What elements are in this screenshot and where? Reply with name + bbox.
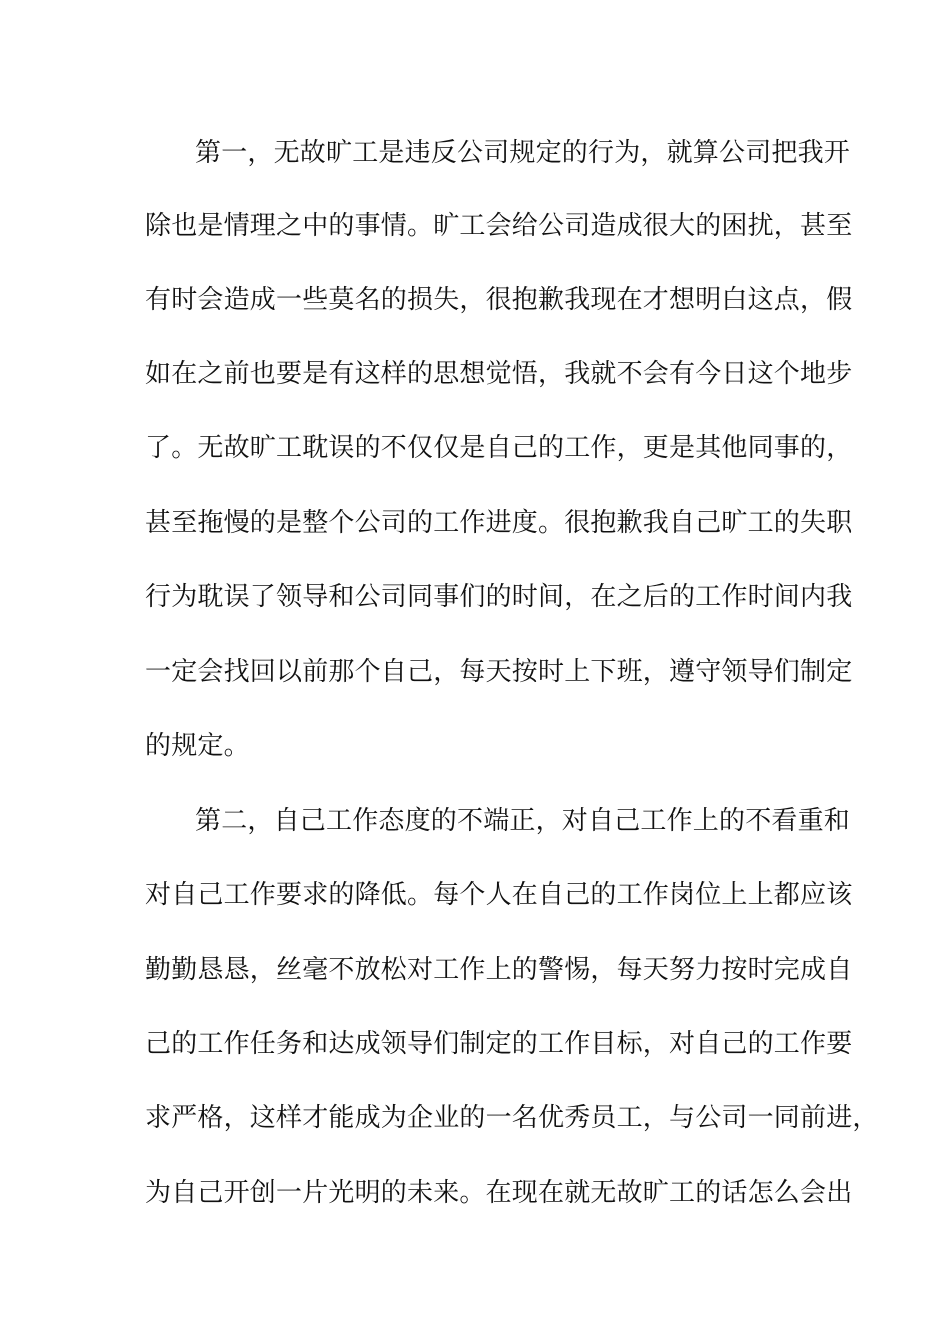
paragraph-1-line-5: 了。无故旷工耽误的不仅仅是自己的工作，更是其他同事的， bbox=[145, 433, 853, 463]
paragraph-2-line-4: 己的工作任务和达成领导们制定的工作目标，对自己的工作要 bbox=[145, 1029, 853, 1059]
paragraph-1-line-7: 行为耽误了领导和公司同事们的时间，在之后的工作时间内我 bbox=[145, 582, 853, 612]
paragraph-1-line-4: 如在之前也要是有这样的思想觉悟，我就不会有今日这个地步 bbox=[145, 359, 853, 389]
paragraph-1-line-6: 甚至拖慢的是整个公司的工作进度。很抱歉我自己旷工的失职 bbox=[145, 508, 853, 538]
paragraph-1-line-2: 除也是情理之中的事情。旷工会给公司造成很大的困扰，甚至 bbox=[145, 211, 853, 241]
paragraph-1-line-8: 一定会找回以前那个自己，每天按时上下班，遵守领导们制定 bbox=[145, 657, 853, 687]
paragraph-2-line-5: 求严格，这样才能成为企业的一名优秀员工，与公司一同前进， bbox=[145, 1103, 879, 1133]
paragraph-2-line-3: 勤勤恳恳，丝毫不放松对工作上的警惕，每天努力按时完成自 bbox=[145, 955, 853, 985]
paragraph-1-line-9: 的规定。 bbox=[145, 731, 250, 761]
paragraph-2-line-6: 为自己开创一片光明的未来。在现在就无故旷工的话怎么会出 bbox=[145, 1178, 853, 1208]
paragraph-1-line-3: 有时会造成一些莫名的损失，很抱歉我现在才想明白这点，假 bbox=[145, 285, 853, 315]
paragraph-2-line-1: 第二，自己工作态度的不端正，对自己工作上的不看重和 bbox=[195, 806, 851, 836]
paragraph-2-line-2: 对自己工作要求的降低。每个人在自己的工作岗位上上都应该 bbox=[145, 880, 853, 910]
paragraph-1-line-1: 第一，无故旷工是违反公司规定的行为，就算公司把我开 bbox=[195, 138, 851, 168]
